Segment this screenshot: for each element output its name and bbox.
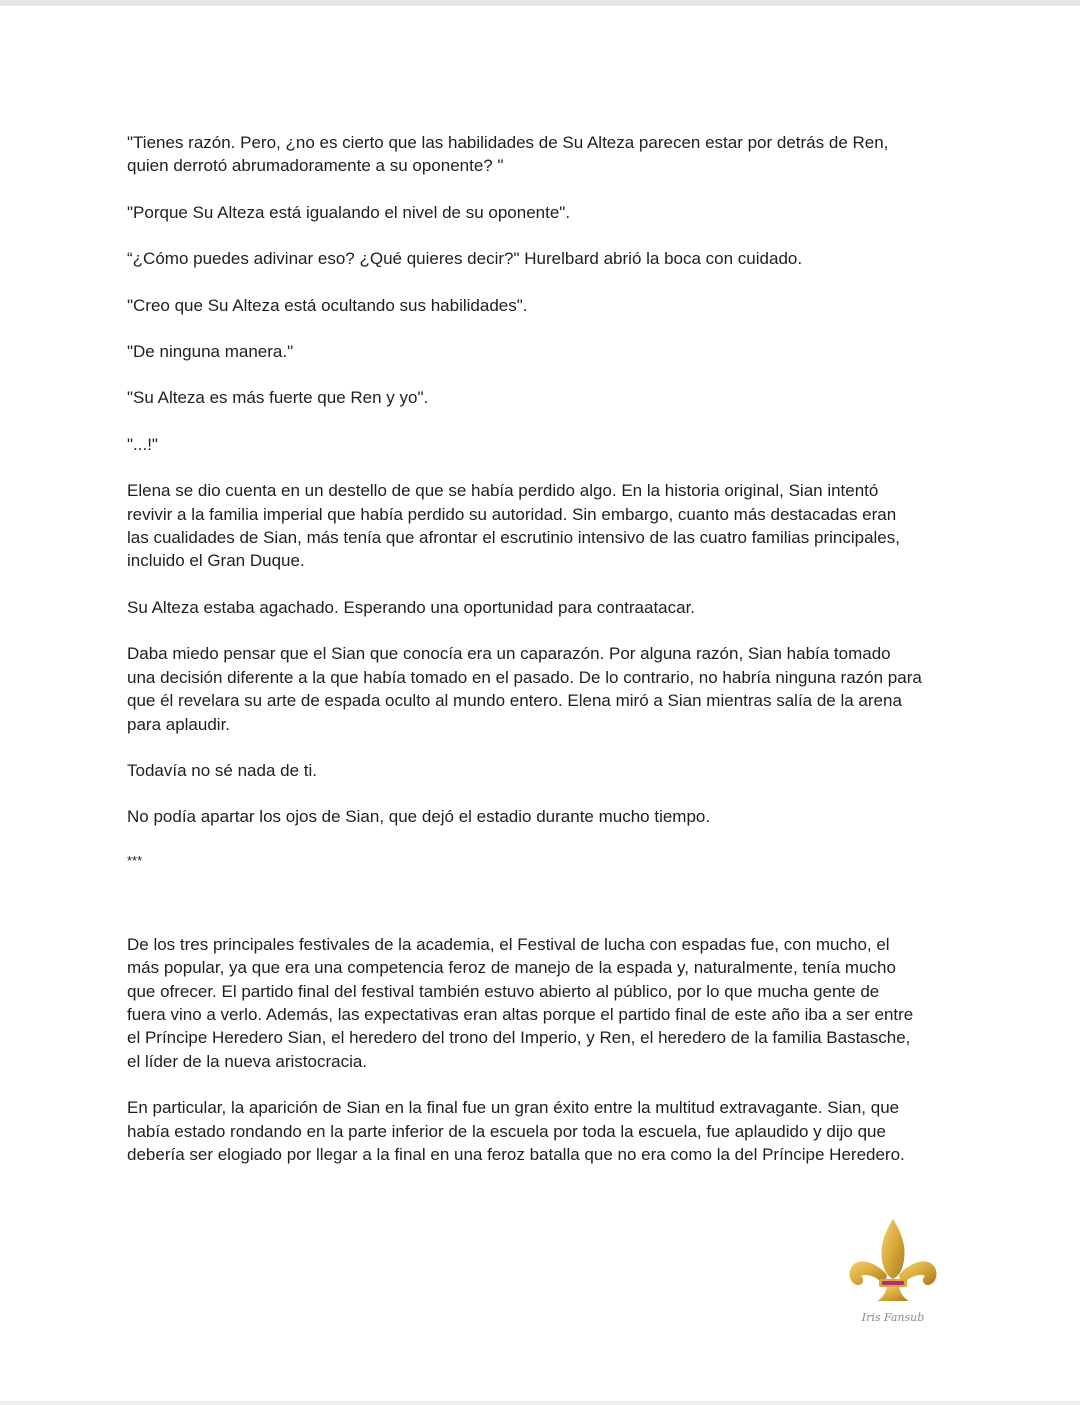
paragraph: De los tres principales festivales de la academia, el Festival de lucha con espadas fue, con mucho, el más popular, ya que era una competencia feroz de manejo de la espada y, naturalmente, tenía mucho que ofrecer. El partido final del festival también estuvo abierto al público, por lo que mucha gente de fuera vino a verlo. Además, las expectativas eran altas porque el partido final de este año iba a ser entre el Príncipe Heredero Sian, el heredero del trono del Imperio, y Ren, el heredero de la familia Bastasche, el líder de la nueva aristocracia. [127, 934, 914, 1071]
paragraph: "Porque Su Alteza está igualando el nivel de su oponente". [127, 202, 571, 222]
paragraph: "Tienes razón. Pero, ¿no es cierto que las habilidades de Su Alteza parecen estar por detrás de Ren, quien derrotó abrumadoramente a su oponente? " [127, 133, 889, 176]
paragraph: En particular, la aparición de Sian en la final fue un gran éxito entre la multitud extravagante. Sian, que había estado rondando en la parte inferior de la escuela por toda la escuela, fue aplaudido y dijo que debería ser elogiado por llegar a la final en una feroz batalla que no era como la del Príncipe Heredero. [127, 1098, 905, 1164]
paragraph: Daba miedo pensar que el Sian que conocía era un caparazón. Por alguna razón, Sian había tomado una decisión diferente a la que había tomado en el pasado. De lo contrario, no habría ninguna razón para que él revelara su arte de espada oculto al mundo entero. Elena miró a Sian mientras salía de la arena para aplaudir. [127, 644, 922, 734]
fansub-logo [843, 1213, 943, 1333]
paragraph: Elena se dio cuenta en un destello de que se había perdido algo. En la historia original, Sian intentó revivir a la familia imperial que había perdido su autoridad. Sin embargo, cuanto más destacadas eran las cualidades de Sian, más tenía que afrontar el escrutinio intensivo de las cuatro familias principales, incluido el Gran Duque. [127, 481, 900, 571]
paragraph: "...!" [127, 434, 158, 454]
paragraph: “¿Cómo puedes adivinar eso? ¿Qué quieres decir?" Hurelbard abrió la boca con cuidado. [127, 249, 803, 269]
section-separator: *** [127, 852, 143, 868]
paragraph: Su Alteza estaba agachado. Esperando una oportunidad para contraatacar. [127, 597, 696, 617]
document-body [127, 131, 957, 1189]
bottom-edge-bar [0, 1401, 1080, 1405]
top-edge-bar [0, 0, 1080, 6]
paragraph: "Su Alteza es más fuerte que Ren y yo". [127, 388, 429, 408]
paragraph: "De ninguna manera." [127, 342, 294, 362]
paragraph: Todavía no sé nada de ti. [127, 760, 317, 780]
paragraph: No podía apartar los ojos de Sian, que dejó el estadio durante mucho tiempo. [127, 807, 711, 827]
fleur-de-lis-icon [843, 1213, 943, 1333]
signature-text: Iris Fansub [861, 1311, 925, 1324]
paragraph: "Creo que Su Alteza está ocultando sus habilidades". [127, 295, 528, 315]
